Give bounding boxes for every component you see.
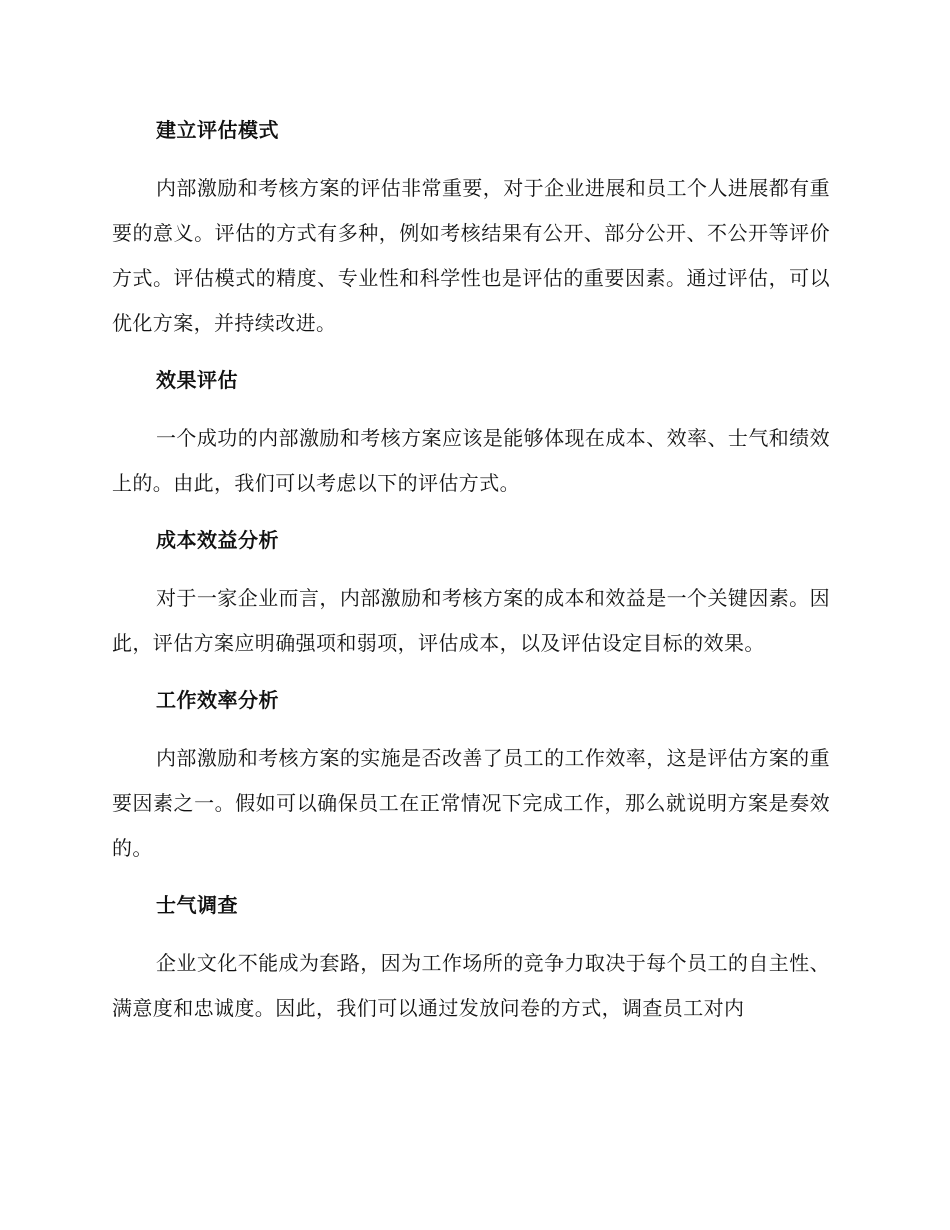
section-paragraph-morale-survey: 企业文化不能成为套路，因为工作场所的竞争力取决于每个员工的自主性、满意度和忠诚度。因此，我们可以通过发放问卷的方式，调查员工对内 — [112, 951, 830, 1020]
section-heading-work-efficiency: 工作效率分析 — [156, 688, 279, 712]
section-heading-effect-evaluation: 效果评估 — [156, 368, 238, 392]
section-paragraph-evaluation-model: 内部激励和考核方案的评估非常重要，对于企业进展和员工个人进展都有重要的意义。评估的方式有多种，例如考核结果有公开、部分公开、不公开等评价方式。评估模式的精度、专业性和科学性也是评估的重要因素。通过评估，可以优化方案，并持续改进。 — [112, 176, 830, 335]
section-paragraph-work-efficiency: 内部激励和考核方案的实施是否改善了员工的工作效率，这是评估方案的重要因素之一。假如可以确保员工在正常情况下完成工作，那么就说明方案是奏效的。 — [112, 746, 830, 860]
section-heading-morale-survey: 士气调查 — [156, 893, 238, 917]
document-body — [112, 108, 830, 1031]
section-paragraph-effect-evaluation: 一个成功的内部激励和考核方案应该是能够体现在成本、效率、士气和绩效上的。由此，我们可以考虑以下的评估方式。 — [112, 426, 830, 495]
section-heading-cost-benefit: 成本效益分析 — [156, 528, 279, 552]
section-paragraph-cost-benefit: 对于一家企业而言，内部激励和考核方案的成本和效益是一个关键因素。因此，评估方案应明确强项和弱项，评估成本，以及评估设定目标的效果。 — [112, 586, 830, 655]
section-heading-evaluation-model: 建立评估模式 — [156, 118, 279, 142]
